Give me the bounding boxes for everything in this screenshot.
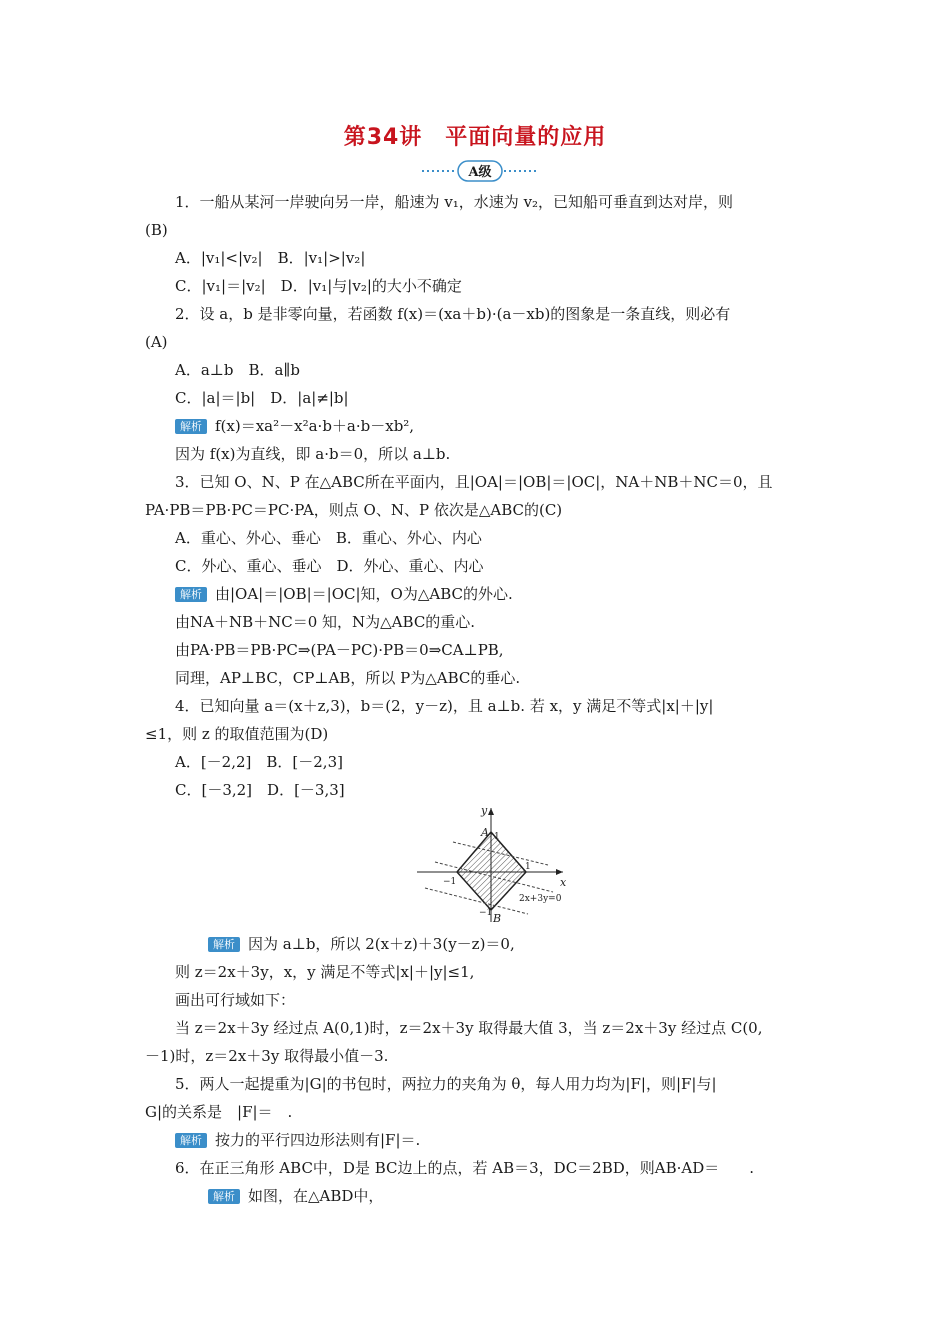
q6-analysis-1 <box>208 1187 383 1205</box>
q4-line-2: ≤1，则 z 的取值范围为(D) <box>145 725 329 743</box>
q4-analysis-2: 则 z＝2x＋3y，x，y 满足不等式|x|＋|y|≤1, <box>175 963 475 981</box>
page-title: 第34讲 平面向量的应用 <box>343 125 607 150</box>
q4-line-1: 4．已知向量 a＝(x＋z,3)，b＝(2，y－z)，且 a⊥b. 若 x，y 满足不等式|x|＋|y| <box>175 697 714 715</box>
tick-label-bottom: −1 <box>479 908 493 918</box>
q4-analysis-5: －1)时，z＝2x＋3y 取得最小值－3. <box>145 1047 389 1065</box>
q4-options-ab: A．[－2,2] B．[－2,3] <box>175 753 343 771</box>
q2-analysis-2: 因为 f(x)为直线，即 a·b＝0，所以 a⊥b. <box>175 445 451 463</box>
q1-line-2: (B) <box>145 221 168 239</box>
point-a-label: A <box>481 826 489 839</box>
tick-label-right: 1 <box>525 862 531 872</box>
analysis-tag: 解析 <box>208 937 240 952</box>
tick-label-top: 1 <box>494 832 500 842</box>
level-a-banner <box>420 158 540 184</box>
q4-analysis-4: 当 z＝2x＋3y 经过点 A(0,1)时，z＝2x＋3y 取得最大值 3，当 z＝2x＋3y 经过点 C(0, <box>175 1019 763 1037</box>
analysis-tag: 解析 <box>175 419 207 434</box>
q2-options-cd: C．|a|＝|b| D．|a|≠|b| <box>175 389 349 407</box>
q3-options-ab: A．重心、外心、垂心 B．重心、外心、内心 <box>175 529 482 547</box>
q1-options-cd: C．|v₁|＝|v₂| D．|v₁|与|v₂|的大小不确定 <box>175 277 462 295</box>
q1-line-1: 1．一船从某河一岸驶向另一岸，船速为 v₁，水速为 v₂，已知船可垂直到达对岸，则 <box>175 193 734 211</box>
y-axis-arrow <box>488 808 494 815</box>
q6-analysis-text: 如图，在△ABD中， <box>248 1187 384 1205</box>
q2-analysis-1 <box>175 417 414 435</box>
q4-analysis-text: 因为 a⊥b，所以 2(x＋z)＋3(y－z)＝0, <box>248 935 515 953</box>
q5-analysis-1 <box>175 1131 420 1149</box>
point-b-label: B <box>493 912 502 925</box>
analysis-tag: 解析 <box>208 1189 240 1204</box>
feasible-region-figure <box>413 800 573 925</box>
q2-line-2: (A) <box>145 333 168 351</box>
q3-analysis-text: 由|OA|＝|OB|＝|OC|知，O为△ABC的外心. <box>215 585 513 603</box>
q6-line-1: 6．在正三角形 ABC中，D是 BC边上的点，若 AB＝3，DC＝2BD，则AB·AD＝ . <box>175 1159 755 1177</box>
q3-analysis-4: 同理，AP⊥BC，CP⊥AB，所以 P为△ABC的垂心. <box>175 669 521 687</box>
q3-analysis-3: 由PA·PB＝PB·PC⇒(PA－PC)·PB＝0⇒CA⊥PB, <box>175 641 504 659</box>
q1-options-ab: A．|v₁|<|v₂| B．|v₁|>|v₂| <box>175 249 366 267</box>
analysis-tag: 解析 <box>175 1133 207 1148</box>
q2-analysis-text: f(x)＝xa²－x²a·b＋a·b－xb², <box>215 417 415 435</box>
q4-analysis-3: 画出可行域如下： <box>175 991 296 1009</box>
q3-options-cd: C．外心、重心、垂心 D．外心、重心、内心 <box>175 557 484 575</box>
q3-analysis-2: 由NA＋NB＋NC＝0 知，N为△ABC的重心. <box>175 613 476 631</box>
y-axis-label: y <box>481 804 488 817</box>
x-axis-label: x <box>560 876 567 889</box>
q3-analysis-1 <box>175 585 513 603</box>
q2-options-ab: A．a⊥b B．a∥b <box>175 361 300 379</box>
q2-line-1: 2．设 a，b 是非零向量，若函数 f(x)＝(xa＋b)·(a－xb)的图象是一条直线，则必有 <box>175 305 731 323</box>
q5-line-2: G|的关系是 |F|＝ . <box>145 1103 293 1121</box>
tick-label-left: −1 <box>443 877 457 887</box>
q5-analysis-text: 按力的平行四边形法则有|F|＝. <box>215 1131 421 1149</box>
line-equation-label: 2x+3y=0 <box>519 894 562 904</box>
analysis-tag: 解析 <box>175 587 207 602</box>
q5-line-1: 5．两人一起提重为|G|的书包时，两拉力的夹角为 θ，每人用力均为|F|，则|F|与| <box>175 1075 717 1093</box>
level-label: A级 <box>468 165 492 180</box>
x-axis-arrow <box>556 869 563 875</box>
q3-line-1: 3．已知 O、N、P 在△ABC所在平面内，且|OA|＝|OB|＝|OC|，NA＋NB＋NC＝0，且 <box>175 473 773 491</box>
q4-analysis-1 <box>208 935 515 953</box>
q3-line-2: PA·PB＝PB·PC＝PC·PA，则点 O、N、P 依次是△ABC的(C) <box>145 501 563 519</box>
q4-options-cd: C．[－3,2] D．[－3,3] <box>175 781 345 799</box>
